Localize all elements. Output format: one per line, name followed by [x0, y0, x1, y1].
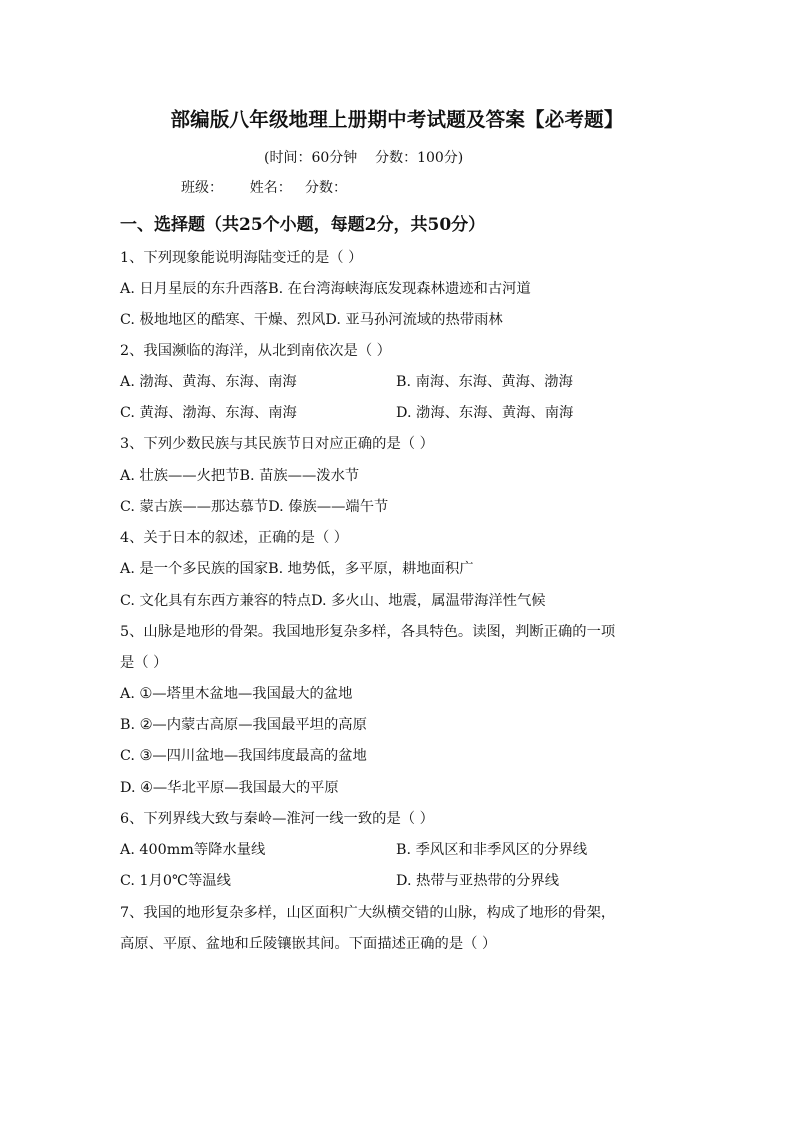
answer-option: C. 蒙古族——那达慕节D. 傣族——端午节: [120, 499, 389, 515]
section-heading: 一、选择题（共25个小题，每题2分，共50分）: [120, 215, 486, 235]
answer-option: A. ①—塔里木盆地—我国最大的盆地: [120, 686, 353, 702]
answer-option: B. 季风区和非季风区的分界线: [396, 842, 588, 858]
answer-option: D. ④—华北平原—我国最大的平原: [120, 780, 339, 796]
question-stem: 7、我国的地形复杂多样，山区面积广大纵横交错的山脉，构成了地形的骨架，: [120, 905, 616, 921]
answer-option: C. 黄海、渤海、东海、南海: [120, 405, 297, 421]
question-stem: 2、我国濒临的海洋，从北到南依次是（ ）: [120, 343, 391, 359]
answer-option: A. 400mm等降水量线: [120, 842, 266, 858]
question-stem: 6、下列界线大致与秦岭—淮河一线一致的是（ ）: [120, 811, 434, 827]
student-info-line: 班级： 姓名： 分数：: [181, 180, 348, 196]
answer-option: D. 渤海、东海、黄海、南海: [396, 405, 574, 421]
answer-option: A. 渤海、黄海、东海、南海: [120, 374, 297, 390]
answer-option: B. ②—内蒙古高原—我国最平坦的高原: [120, 717, 367, 733]
question-stem: 1、下列现象能说明海陆变迁的是（ ）: [120, 250, 363, 266]
answer-option: C. 极地地区的酷寒、干燥、烈风D. 亚马孙河流域的热带雨林: [120, 312, 503, 328]
answer-option: C. 1月0℃等温线: [120, 873, 231, 889]
page-title: 部编版八年级地理上册期中考试题及答案【必考题】: [170, 108, 624, 131]
answer-option: A. 是一个多民族的国家B. 地势低，多平原，耕地面积广: [120, 561, 474, 577]
question-stem-continued: 是（ ）: [120, 655, 168, 671]
answer-option: A. 壮族——火把节B. 苗族——泼水节: [120, 468, 360, 484]
question-stem: 5、山脉是地形的骨架。我国地形复杂多样，各具特色。读图，判断正确的一项: [120, 624, 616, 640]
question-stem: 4、关于日本的叙述，正确的是（ ）: [120, 530, 349, 546]
answer-option: C. ③—四川盆地—我国纬度最高的盆地: [120, 748, 367, 764]
question-stem: 3、下列少数民族与其民族节日对应正确的是（ ）: [120, 436, 434, 452]
answer-option: B. 南海、东海、黄海、渤海: [396, 374, 573, 390]
exam-time-score: (时间：60分钟 分数：100分): [264, 150, 464, 166]
question-stem-continued: 高原、平原、盆地和丘陵镶嵌其间。下面描述正确的是（ ）: [120, 936, 497, 952]
answer-option: A. 日月星辰的东升西落B. 在台湾海峡海底发现森林遗迹和古河道: [120, 281, 531, 297]
answer-option: C. 文化具有东西方兼容的特点D. 多火山、地震，属温带海洋性气候: [120, 593, 546, 609]
answer-option: D. 热带与亚热带的分界线: [396, 873, 560, 889]
